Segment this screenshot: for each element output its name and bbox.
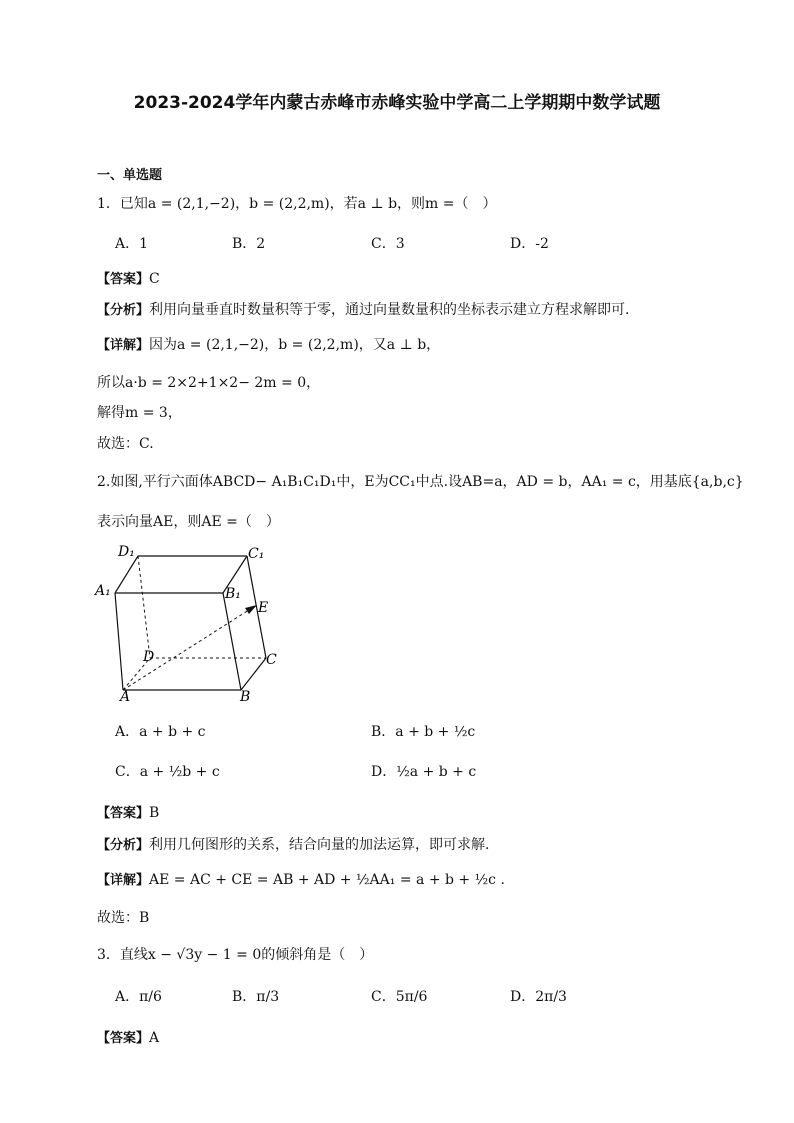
q2-option-b: B．a + b + ½c — [371, 724, 476, 740]
q3-option-b: B．π/3 — [232, 989, 280, 1005]
q2-analysis — [97, 834, 489, 854]
q1-option-a: A．1 — [115, 236, 149, 252]
q2-choose: 故选：B — [97, 910, 150, 926]
q1-stem: 1．已知a = (2,1,−2)，b = (2,2,m)，若a ⊥ b，则m =（ ） — [97, 196, 497, 212]
label-c: C — [266, 652, 277, 668]
answer-tag: 【答案】 — [97, 806, 150, 821]
q3-option-d: D．2π/3 — [510, 989, 567, 1005]
q1-option-d: D．-2 — [510, 236, 549, 252]
q1-choose: 故选：C. — [97, 436, 154, 452]
q2-option-c: C．a + ½b + c — [115, 764, 220, 780]
q1-option-b: B．2 — [232, 236, 266, 252]
answer-value: B — [149, 805, 160, 821]
q3-answer — [97, 1027, 159, 1046]
q1-analysis — [97, 299, 629, 319]
label-a1: A₁ — [95, 583, 111, 599]
q1-answer — [97, 268, 160, 287]
q1-detail — [97, 334, 440, 354]
label-b: B — [240, 689, 251, 705]
analysis-text: 利用向量垂直时数量积等于零，通过向量数量积的坐标表示建立方程求解即可. — [149, 302, 630, 318]
q1-line3: 解得m = 3， — [97, 405, 182, 421]
page-title: 2023-2024学年内蒙古赤峰市赤峰实验中学高二上学期期中数学试题 — [133, 93, 661, 113]
answer-tag: 【答案】 — [97, 272, 150, 287]
detail-tag: 【详解】 — [97, 873, 150, 888]
q1-line2: 所以a·b = 2×2+1×2− 2m = 0， — [97, 375, 321, 391]
q2-answer — [97, 802, 159, 821]
label-d: D — [143, 649, 155, 665]
answer-tag: 【答案】 — [97, 1031, 150, 1046]
q2-detail — [97, 869, 505, 888]
q1-option-c: C．3 — [371, 236, 405, 252]
label-b1: B₁ — [225, 586, 241, 602]
label-c1: C₁ — [248, 546, 265, 562]
label-a: A — [120, 689, 131, 705]
label-e: E — [258, 600, 269, 616]
answer-value: C — [149, 271, 160, 287]
analysis-tag: 【分析】 — [97, 303, 150, 318]
detail-text: AE = AC + CE = AB + AD + ½AA₁ = a + b + ½c . — [149, 872, 505, 888]
parallelepiped-figure — [90, 540, 300, 710]
q3-stem: 3．直线x − √3y − 1 = 0的倾斜角是（ ） — [97, 947, 374, 963]
analysis-tag: 【分析】 — [97, 838, 150, 853]
q3-option-a: A．π/6 — [115, 989, 162, 1005]
answer-value: A — [149, 1030, 160, 1046]
q2-option-a: A．a + b + c — [115, 724, 206, 740]
section-heading: 一、单选题 — [97, 168, 163, 183]
analysis-text: 利用几何图形的关系，结合向量的加法运算，即可求解. — [149, 837, 490, 853]
q2-option-d: D．½a + b + c — [371, 764, 477, 780]
detail-text: 因为a = (2,1,−2)，b = (2,2,m)，又a ⊥ b， — [149, 337, 441, 353]
q3-option-c: C．5π/6 — [371, 989, 428, 1005]
label-d1: D₁ — [118, 544, 135, 560]
detail-tag: 【详解】 — [97, 338, 150, 353]
q2-stem-2: 表示向量AE，则AE =（ ） — [97, 514, 280, 530]
q2-stem: 2.如图,平行六面体ABCD− A₁B₁C₁D₁中，E为CC₁中点.设AB=a，AD = b，AA₁ = c，用基底{a,b,c} — [97, 474, 744, 490]
